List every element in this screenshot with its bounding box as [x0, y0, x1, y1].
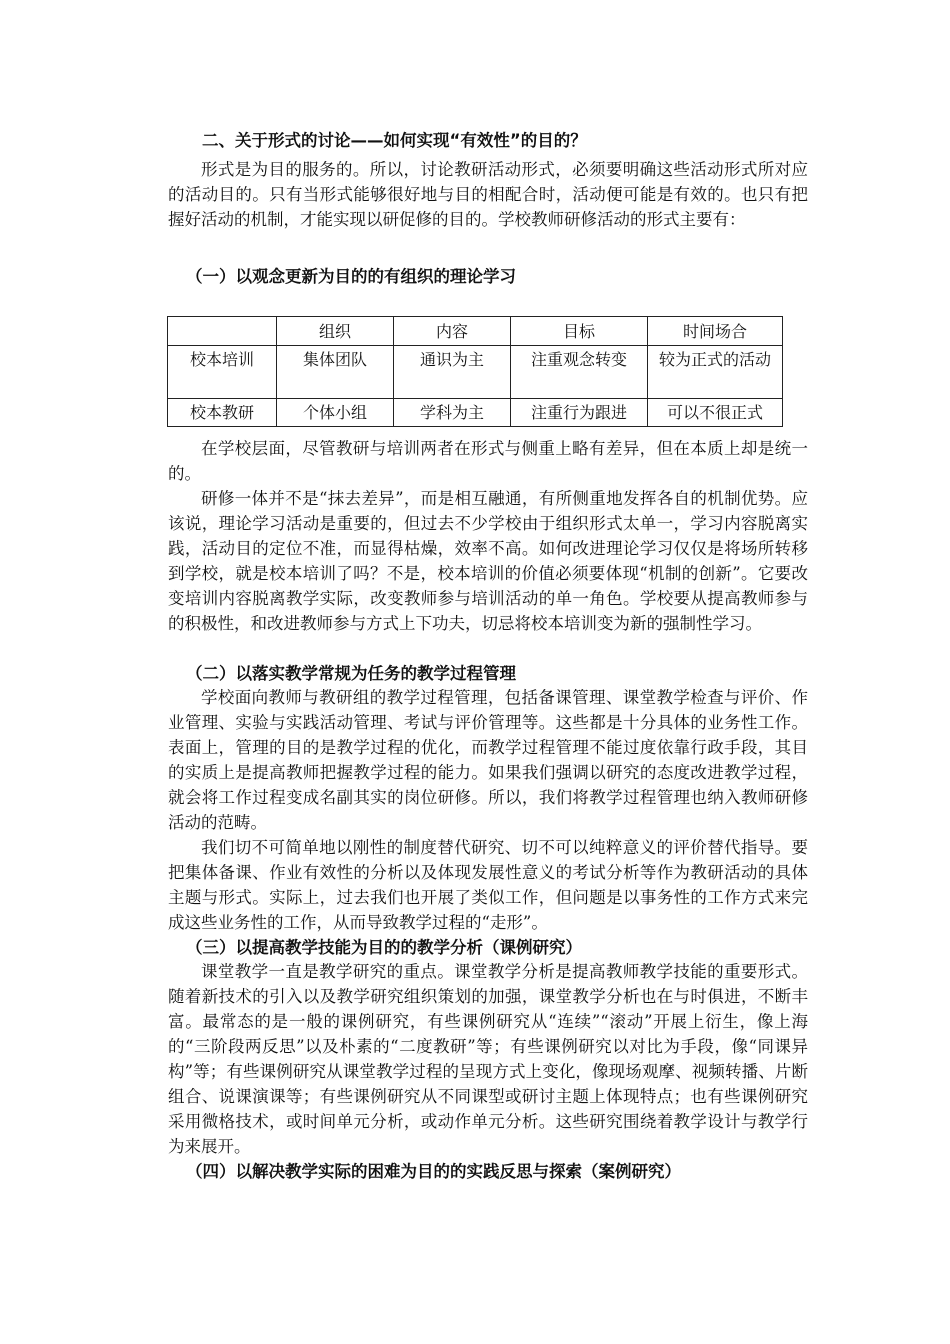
- paragraph: 我们切不可简单地以刚性的制度替代研究、切不可以纯粹意义的评价替代指导。要把集体备课、作业有效性的分析以及体现发展性意义的考试分析等作为教研活动的具体主题与形式。实际上，过去我们也开展了类似工作，但问题是以事务性的工作方式来完成这些业务性的工作，从而导致教学过程的“走形”。: [168, 838, 808, 932]
- table-cell: 集体团队: [277, 346, 394, 399]
- table-cell: 校本教研: [168, 399, 277, 427]
- table-cell: 可以不很正式: [648, 399, 783, 427]
- section-title: 二、关于形式的讨论——如何实现“有效性”的目的？: [202, 131, 587, 150]
- table-row: [168, 346, 783, 399]
- table-cell: 校本培训: [168, 346, 277, 399]
- subsection-3-title: （三）以提高教学技能为目的的教学分析（课例研究）: [186, 938, 582, 957]
- table-cell: 较为正式的活动: [648, 346, 783, 399]
- paragraph: 研修一体并不是“抹去差异”，而是相互融通，有所侧重地发挥各自的机制优势。应该说，理论学习活动是重要的，但过去不少学校由于组织形式太单一，学习内容脱离实践，活动目的定位不准，而显得枯燥，效率不高。如何改进理论学习仅仅是将场所转移到学校，就是校本培训了吗？不是，校本培训的价值必须要体现“机制的创新”。它要改变培训内容脱离教学实际，改变教师参与培训活动的单一角色。学校要从提高教师参与的积极性，和改进教师参与方式上下功夫，切忌将校本培训变为新的强制性学习。: [168, 489, 808, 633]
- paragraph: 在学校层面，尽管教研与培训两者在形式与侧重上略有差异，但在本质上却是统一的。: [168, 439, 808, 483]
- table-cell: 注重观念转变: [511, 346, 648, 399]
- paragraph: 课堂教学一直是教学研究的重点。课堂教学分析是提高教师教学技能的重要形式。随着新技术的引入以及教学研究组织策划的加强，课堂教学分析也在与时俱进，不断丰富。最常态的是一般的课例研究，有些课例研究从“连续”“滚动”开展上衍生，像上海的“三阶段两反思”以及朴素的“二度教研”等；有些课例研究以对比为手段，像“同课异构”等；有些课例研究从课堂教学过程的呈现方式上变化，像现场观摩、视频转播、片断组合、说课演课等；有些课例研究从不同课型或研讨主题上体现特点；也有些课例研究采用微格技术，或时间单元分析，或动作单元分析。这些研究围绕着教学设计与教学行为来展开。: [168, 962, 808, 1156]
- table-header-cell: 内容: [394, 317, 511, 346]
- table-header-cell: 组织: [277, 317, 394, 346]
- table-row: [168, 399, 783, 427]
- table-cell: 通识为主: [394, 346, 511, 399]
- table-header-cell: 时间场合: [648, 317, 783, 346]
- table-cell: 注重行为跟进: [511, 399, 648, 427]
- table-cell: 个体小组: [277, 399, 394, 427]
- table-header-row: [168, 317, 783, 346]
- table-cell: 学科为主: [394, 399, 511, 427]
- paragraph: 学校面向教师与教研组的教学过程管理，包括备课管理、课堂教学检查与评价、作业管理、实验与实践活动管理、考试与评价管理等。这些都是十分具体的业务性工作。表面上，管理的目的是教学过程的优化，而教学过程管理不能过度依靠行政手段，其目的实质上是提高教师把握教学过程的能力。如果我们强调以研究的态度改进教学过程，就会将工作过程变成名副其实的岗位研修。所以，我们将教学过程管理也纳入教师研修活动的范畴。: [168, 688, 808, 832]
- comparison-table: [167, 316, 783, 427]
- intro-paragraph: 形式是为目的服务的。所以，讨论教研活动形式，必须要明确这些活动形式所对应的活动目的。只有当形式能够很好地与目的相配合时，活动便可能是有效的。也只有把握好活动的机制，才能实现以研促修的目的。学校教师研修活动的形式主要有：: [168, 160, 808, 229]
- subsection-2-title: （二）以落实教学常规为任务的教学过程管理: [186, 664, 516, 683]
- subsection-4-title: （四）以解决教学实际的困难为目的的实践反思与探索（案例研究）: [186, 1162, 681, 1181]
- table-header-cell: [168, 317, 277, 346]
- table-header-cell: 目标: [511, 317, 648, 346]
- subsection-1-title: （一）以观念更新为目的的有组织的理论学习: [186, 267, 516, 286]
